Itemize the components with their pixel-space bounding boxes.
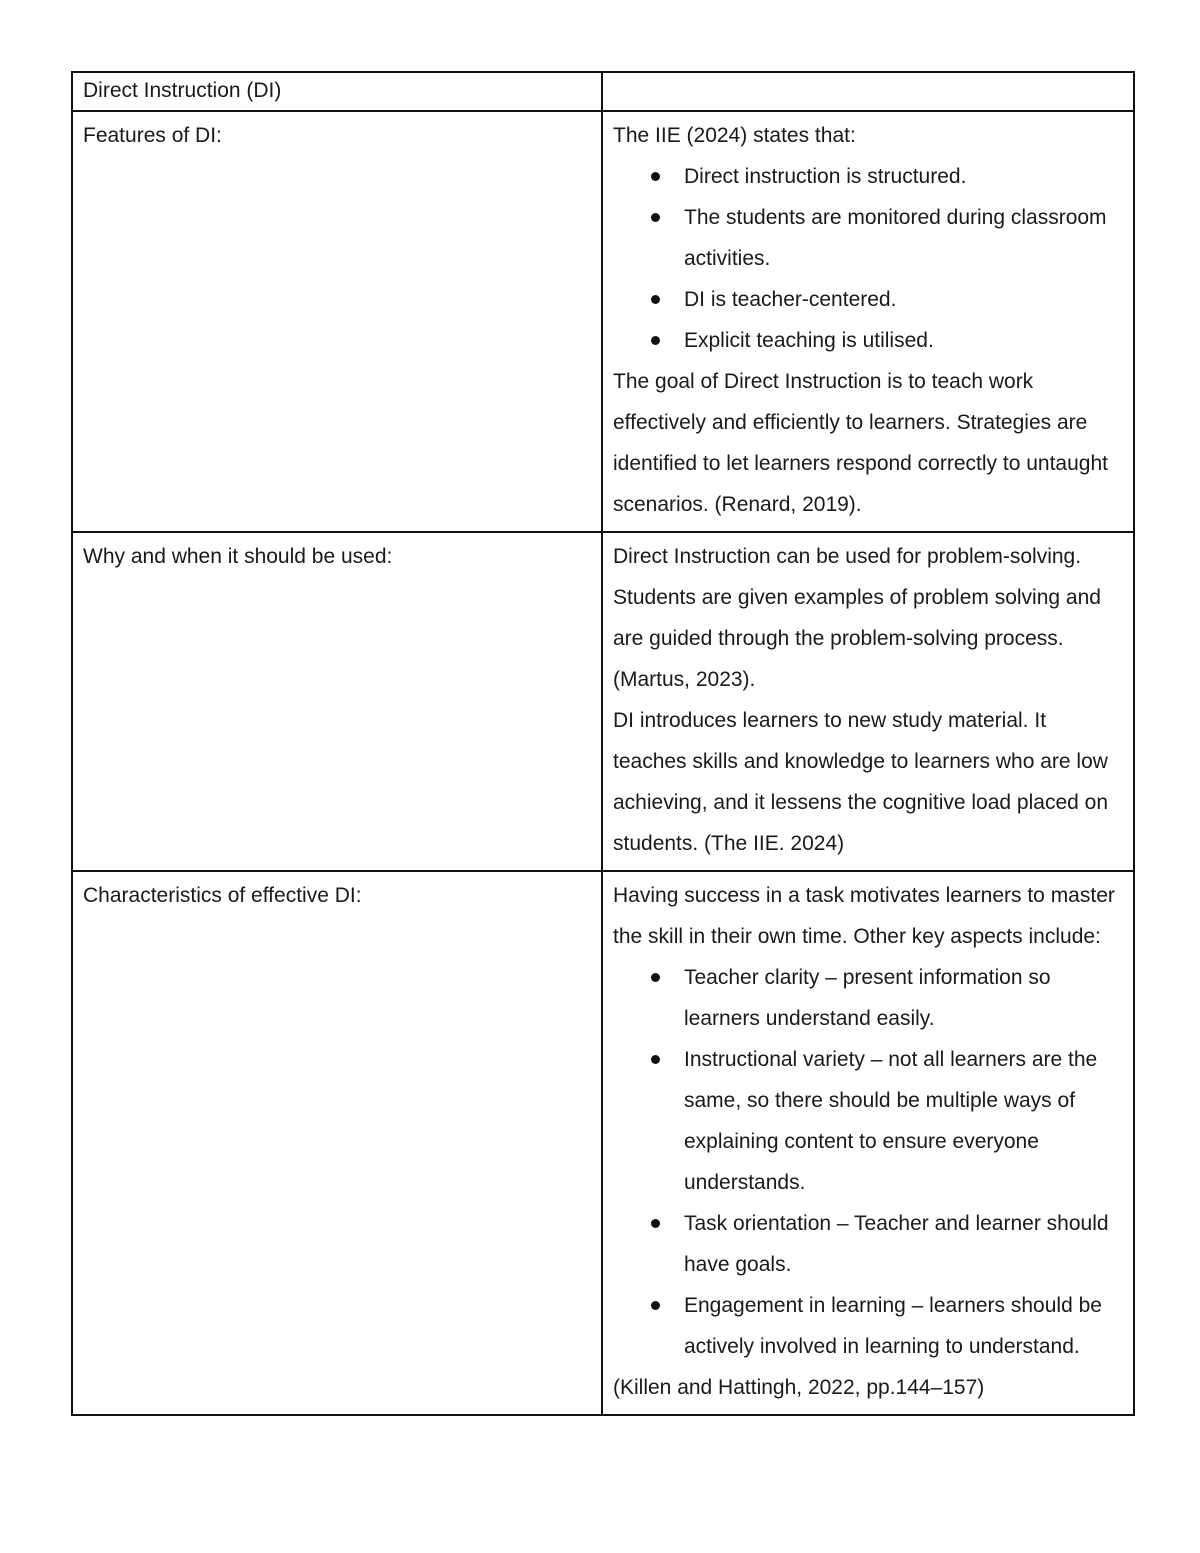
list-item bbox=[684, 957, 1123, 1039]
bullet-icon bbox=[651, 1219, 660, 1228]
row-content-cell bbox=[602, 871, 1134, 1415]
table-title: Direct Instruction (DI) bbox=[83, 79, 282, 102]
list-item bbox=[684, 1203, 1123, 1285]
bullet-icon bbox=[651, 336, 660, 345]
table-row-why-when bbox=[72, 532, 1134, 871]
row-label-cell bbox=[72, 532, 602, 871]
list-item bbox=[684, 1285, 1123, 1367]
empty-header-cell bbox=[602, 72, 1134, 111]
list-item-text: Task orientation – Teacher and learner should have goals. bbox=[684, 1212, 1109, 1276]
direct-instruction-table bbox=[71, 71, 1135, 1416]
characteristics-citation: (Killen and Hattingh, 2022, pp.144–157) bbox=[613, 1376, 985, 1399]
list-item-text: Instructional variety – not all learners are the same, so there should be multiple ways of explaining content to ensure everyone understands. bbox=[684, 1048, 1098, 1194]
table-header-row bbox=[72, 72, 1134, 111]
row-label-cell bbox=[72, 111, 602, 532]
bullet-icon bbox=[651, 973, 660, 982]
why-paragraph-1: Direct Instruction can be used for problem-solving. Students are given examples of problem solving and are guided through the problem-solving process. (Martus, 2023). bbox=[613, 545, 1101, 691]
row-content-cell bbox=[602, 111, 1134, 532]
list-item-text: The students are monitored during classroom activities. bbox=[684, 206, 1107, 270]
row-label: Why and when it should be used: bbox=[83, 545, 393, 568]
features-closing: The goal of Direct Instruction is to teach work effectively and efficiently to learners. Strategies are identified to let learners respond correctly to untaught scenarios. (Renard, 2019). bbox=[613, 370, 1108, 516]
list-item bbox=[684, 156, 1123, 197]
list-item bbox=[684, 279, 1123, 320]
characteristics-intro: Having success in a task motivates learners to master the skill in their own time. Other key aspects include: bbox=[613, 884, 1115, 948]
table-row-characteristics bbox=[72, 871, 1134, 1415]
features-intro: The IIE (2024) states that: bbox=[613, 124, 856, 147]
table-title-cell bbox=[72, 72, 602, 111]
list-item-text: Explicit teaching is utilised. bbox=[684, 329, 934, 352]
table-row-features bbox=[72, 111, 1134, 532]
list-item-text: Engagement in learning – learners should be actively involved in learning to understand. bbox=[684, 1294, 1102, 1358]
row-label: Features of DI: bbox=[83, 124, 222, 147]
bullet-icon bbox=[651, 1055, 660, 1064]
row-label: Characteristics of effective DI: bbox=[83, 884, 362, 907]
list-item-text: DI is teacher-centered. bbox=[684, 288, 897, 311]
bullet-icon bbox=[651, 213, 660, 222]
why-paragraph-2: DI introduces learners to new study material. It teaches skills and knowledge to learners who are low achieving, and it lessens the cognitive load placed on students. (The IIE. 2024) bbox=[613, 709, 1108, 855]
list-item bbox=[684, 1039, 1123, 1203]
list-item bbox=[684, 197, 1123, 279]
list-item bbox=[684, 320, 1123, 361]
bullet-icon bbox=[651, 295, 660, 304]
row-content-cell bbox=[602, 532, 1134, 871]
bullet-icon bbox=[651, 172, 660, 181]
bullet-icon bbox=[651, 1301, 660, 1310]
list-item-text: Direct instruction is structured. bbox=[684, 165, 967, 188]
list-item-text: Teacher clarity – present information so learners understand easily. bbox=[684, 966, 1051, 1030]
row-label-cell bbox=[72, 871, 602, 1415]
characteristics-bullet-list bbox=[613, 957, 1123, 1367]
features-bullet-list bbox=[613, 156, 1123, 361]
